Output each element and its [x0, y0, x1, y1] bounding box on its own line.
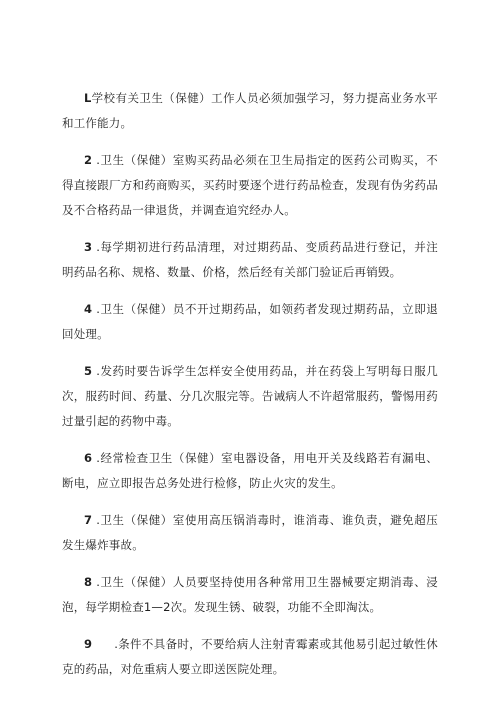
paragraph-text: .发药时要告诉学生怎样安全使用药品，并在药袋上写明每日服几次，服药时间、药量、分几次服完等。告诫病人不许超常服药，警惕用药过量引起的药物中毒。: [62, 364, 438, 428]
paragraph-7: [62, 508, 438, 558]
paragraph-6: [62, 446, 438, 496]
paragraph-number: 7: [84, 513, 93, 527]
paragraph-text: .经常检查卫生（保健）室电器设备，用电开关及线路若有漏电、断电，应立即报告总务处进行检修，防止火灾的发生。: [62, 451, 438, 490]
paragraph-4: [62, 297, 438, 347]
document-body: [62, 86, 438, 694]
paragraph-5: [62, 359, 438, 434]
paragraph-3: [62, 235, 438, 285]
paragraph-8: [62, 570, 438, 620]
paragraph-text: .条件不具备时，不要给病人注射青霉素或其他易引起过敏性休克的药品，对危重病人要立即送医院处理。: [62, 637, 438, 676]
paragraph-number: L: [84, 91, 92, 105]
paragraph-1: [62, 86, 438, 136]
paragraph-number: 5: [84, 364, 93, 378]
paragraph-2: [62, 148, 438, 223]
paragraph-number: 8: [84, 575, 93, 589]
paragraph-number: 2: [84, 153, 93, 167]
paragraph-number: 3: [84, 240, 93, 254]
paragraph-number: 9: [84, 637, 93, 651]
paragraph-number: 6: [84, 451, 93, 465]
paragraph-number: 4: [84, 302, 93, 316]
paragraph-text: .卫生（保健）员不开过期药品，如领药者发现过期药品，立即退回处理。: [62, 302, 438, 341]
paragraph-text: .卫生（保健）室购买药品必须在卫生局指定的医药公司购买，不得直接跟厂方和药商购买，买药时要逐个进行药品检查，发现有伪劣药品及不合格药品一律退货，并调查追究经办人。: [62, 153, 438, 217]
paragraph-9: [62, 632, 438, 682]
paragraph-text: .每学期初进行药品清理，对过期药品、变质药品进行登记，并注明药品名称、规格、数量、价格，然后经有关部门验证后再销毁。: [62, 240, 438, 279]
paragraph-text: .卫生（保健）室使用高压锅消毒时，谁消毒、谁负责，避免超压发生爆炸事故。: [62, 513, 438, 552]
paragraph-text: .卫生（保健）人员要坚持使用各种常用卫生器械要定期消毒、浸泡，每学期检查1—2次。发现生锈、破裂，功能不全即淘汰。: [62, 575, 438, 614]
paragraph-text: 学校有关卫生（保健）工作人员必须加强学习，努力提高业务水平和工作能力。: [62, 91, 438, 130]
